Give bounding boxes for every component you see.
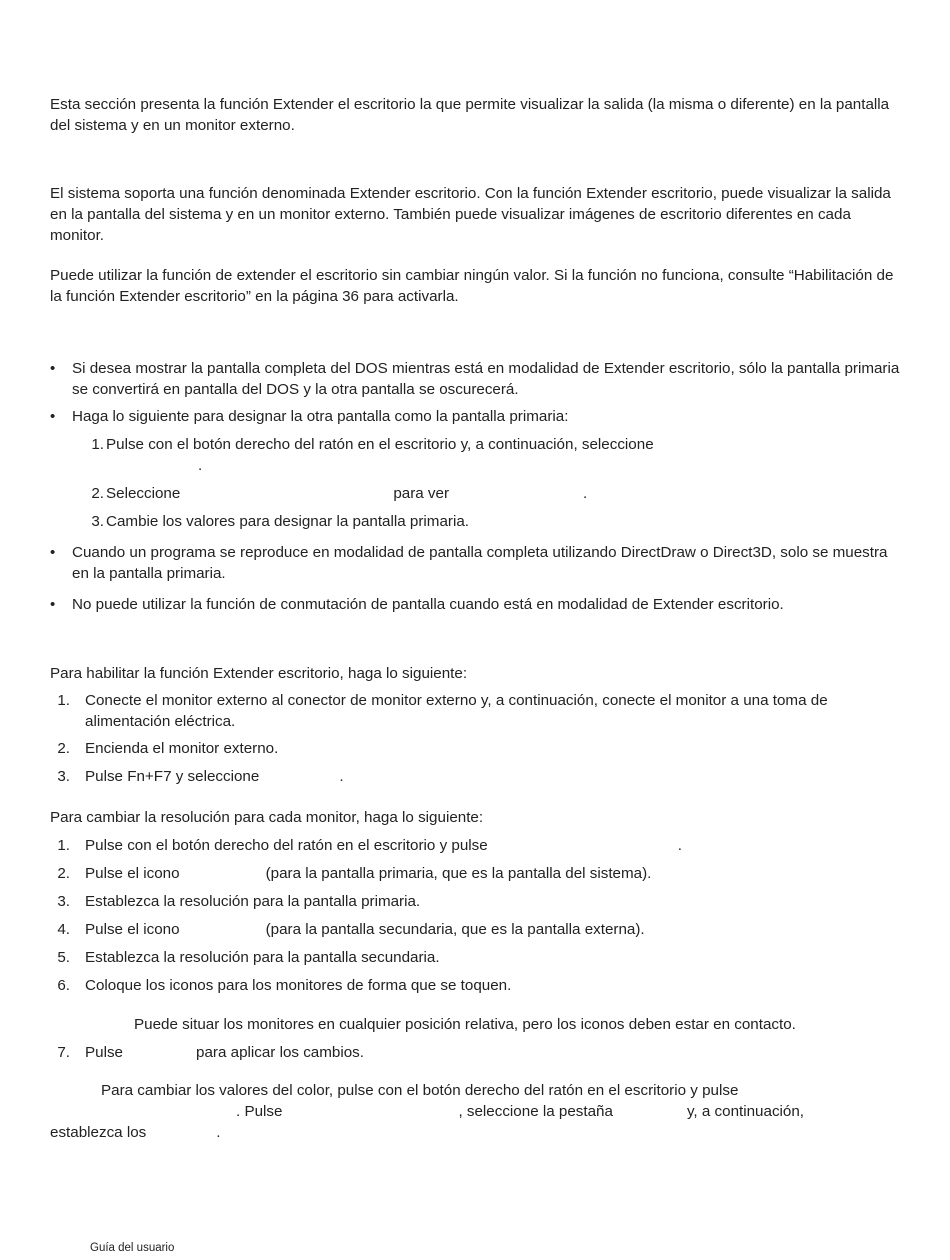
bullet-dot: • xyxy=(50,596,56,613)
step-number: 3. xyxy=(91,513,104,530)
resolution-step-5: Establezca la resolución para la pantalla secundaria. xyxy=(85,949,440,966)
resolution-step-2 xyxy=(85,863,885,884)
color-tip-text-e: establezca los xyxy=(50,1124,147,1141)
color-tip-text-f: . xyxy=(216,1124,221,1141)
step-number: 2. xyxy=(91,485,104,502)
resolution-step-2-text-a: Pulse el icono xyxy=(85,865,180,882)
bullet-dot: • xyxy=(50,408,56,425)
resolution-step-4-text-a: Pulse el icono xyxy=(85,921,180,938)
step-number: 3. xyxy=(57,893,70,910)
note-primary-display: Haga lo siguiente para designar la otra pantalla como la pantalla primaria: xyxy=(72,408,569,425)
intro-paragraph: Esta sección presenta la función Extender el escritorio la que permite visualizar la salida (la misma o diferente) en la pantalla del sistema y en un monitor externo. xyxy=(50,96,890,134)
resolution-step-1 xyxy=(85,835,885,856)
enable-step-3-text: Pulse Fn+F7 y seleccione xyxy=(85,768,260,785)
resolution-step-1-end: . xyxy=(677,837,682,854)
step-number: 1. xyxy=(57,837,70,854)
step-number: 7. xyxy=(57,1044,70,1061)
resolution-step-3: Establezca la resolución para la pantalla primaria. xyxy=(85,893,421,910)
resolution-step-1-text: Pulse con el botón derecho del ratón en el escritorio y pulse xyxy=(85,837,488,854)
resolution-intro: Para cambiar la resolución para cada monitor, haga lo siguiente: xyxy=(50,809,484,826)
resolution-step-2-text-b: (para la pantalla primaria, que es la pantalla del sistema). xyxy=(265,865,652,882)
note-step-1-text: Pulse con el botón derecho del ratón en el escritorio y, a continuación, seleccione xyxy=(106,436,654,453)
note-step-2-end: . xyxy=(583,485,588,502)
note-directdraw: Cuando un programa se reproduce en modalidad de pantalla completa utilizando DirectDraw o Direct3D, solo se muestra en la pantalla primaria. xyxy=(72,544,888,582)
note-step-2 xyxy=(106,483,896,504)
page-footer: Guía del usuario xyxy=(90,1242,175,1254)
step-number: 1. xyxy=(91,436,104,453)
step-number: 4. xyxy=(57,921,70,938)
color-tip-text-a: Para cambiar los valores del color, pulse con el botón derecho del ratón en el escritorio y pulse xyxy=(101,1082,739,1099)
color-tip-text-c: , seleccione la pestaña xyxy=(458,1103,613,1120)
enable-intro: Para habilitar la función Extender escritorio, haga lo siguiente: xyxy=(50,665,468,682)
enable-step-2: Encienda el monitor externo. xyxy=(85,740,279,757)
note-step-2-text-a: Seleccione xyxy=(106,485,181,502)
bullet-dot: • xyxy=(50,544,56,561)
resolution-step-4 xyxy=(85,919,885,940)
enable-step-3 xyxy=(85,766,885,787)
resolution-step-7 xyxy=(85,1042,885,1063)
color-tip-text-b: . Pulse xyxy=(236,1103,283,1120)
note-step-1 xyxy=(106,434,896,476)
enable-step-3-end: . xyxy=(339,768,344,785)
step-number: 1. xyxy=(57,692,70,709)
resolution-step-7-text-a: Pulse xyxy=(85,1044,123,1061)
step-number: 5. xyxy=(57,949,70,966)
note-step-1-end: . xyxy=(198,457,203,474)
note-dos-fullscreen: Si desea mostrar la pantalla completa del DOS mientras está en modalidad de Extender escritorio, sólo la pantalla primaria se convertirá en pantalla del DOS y la otra pantalla se oscurecerá. xyxy=(72,360,900,398)
overview-paragraph: El sistema soporta una función denominada Extender escritorio. Con la función Extender escritorio, puede visualizar la salida en la pantalla del sistema y en un monitor externo. También puede visualizar imágenes de escritorio diferentes en cada monitor. xyxy=(50,185,891,244)
resolution-step-4-text-b: (para la pantalla secundaria, que es la pantalla externa). xyxy=(265,921,645,938)
step-number: 6. xyxy=(57,977,70,994)
usage-paragraph: Puede utilizar la función de extender el escritorio sin cambiar ningún valor. Si la función no funciona, consulte “Habilitación de la función Extender escritorio” en la página 36 para activarla. xyxy=(50,267,894,305)
step-number: 2. xyxy=(57,740,70,757)
resolution-step-6: Coloque los iconos para los monitores de forma que se toquen. xyxy=(85,977,512,994)
note-display-switching: No puede utilizar la función de conmutación de pantalla cuando está en modalidad de Extender escritorio. xyxy=(72,596,784,613)
note-step-3: Cambie los valores para designar la pantalla primaria. xyxy=(106,513,469,530)
resolution-step-7-text-b: para aplicar los cambios. xyxy=(196,1044,364,1061)
resolution-note: Puede situar los monitores en cualquier posición relativa, pero los iconos deben estar en contacto. xyxy=(134,1016,796,1033)
step-number: 3. xyxy=(57,768,70,785)
color-tip xyxy=(50,1080,900,1143)
note-step-2-text-b: para ver xyxy=(393,485,450,502)
bullet-dot: • xyxy=(50,360,56,377)
enable-step-1: Conecte el monitor externo al conector de monitor externo y, a continuación, conecte el monitor a una toma de alimentación eléctrica. xyxy=(85,692,828,730)
color-tip-text-d: y, a continuación, xyxy=(686,1103,805,1120)
step-number: 2. xyxy=(57,865,70,882)
